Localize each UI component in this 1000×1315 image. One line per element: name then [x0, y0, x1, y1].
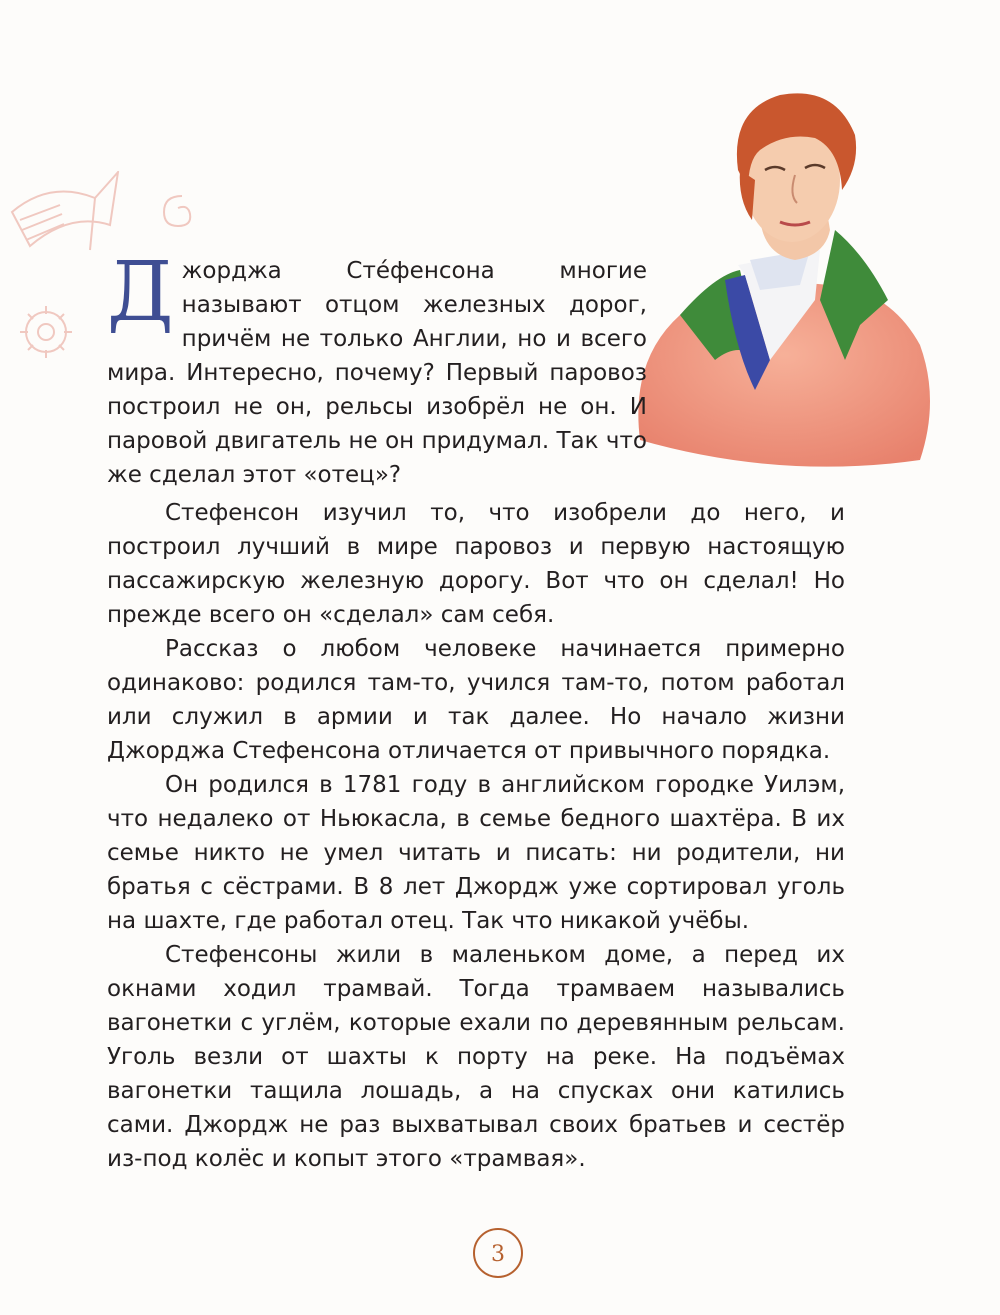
gear-icon — [20, 306, 72, 358]
paragraph: Рассказ о любом человеке начинается примерно одинаково: родился там-то, учился там-то, потом работал или служил в армии и так далее. Но начало жизни Джорджа Стефенсона отличается от привычного порядка. — [107, 636, 845, 764]
spiral-icon — [164, 196, 190, 226]
paragraph: Стефенсон изучил то, что изобрели до него, и построил лучший в мире паровоз и первую настоящую пассажирскую железную дорогу. Вот что он сделал! Но прежде всего он «сделал» сам себя. — [107, 500, 845, 628]
body-text — [107, 496, 845, 1176]
paragraph: Стефенсоны жили в маленьком доме, а перед их окнами ходил трамвай. Тогда трамваем назывались вагонетки с углём, которые ехали по деревянным рельсам. Уголь везли от шахты к порту на реке. На подъёмах вагонетки тащила лошадь, а на спусках они катились сами. Джордж не раз выхватывал своих братьев и сестёр из-под колёс и копыт этого «трамвая». — [107, 942, 845, 1172]
intro-text: жорджа Сте́фенсона многие называют отцом железных дорог, причём не только Англии, но и всего мира. Интересно, почему? Первый паровоз построил не он, рельсы изобрёл не он. И паровой двигатель не он придумал. Так что же сделал этот «отец»? — [107, 258, 647, 488]
portrait-illustration — [620, 60, 940, 480]
intro-paragraph — [107, 245, 647, 492]
drop-cap: Д — [107, 245, 174, 340]
open-book-icon — [12, 172, 118, 250]
paragraph: Он родился в 1781 году в английском городке Уилэм, что недалеко от Ньюкасла, в семье бедного шахтёра. В их семье никто не умел читать и писать: ни родители, ни братья с сёстрами. В 8 лет Джордж уже сортировал уголь на шахте, где работал отец. Так что никакой учёбы. — [107, 772, 845, 934]
page-number: 3 — [473, 1228, 523, 1278]
